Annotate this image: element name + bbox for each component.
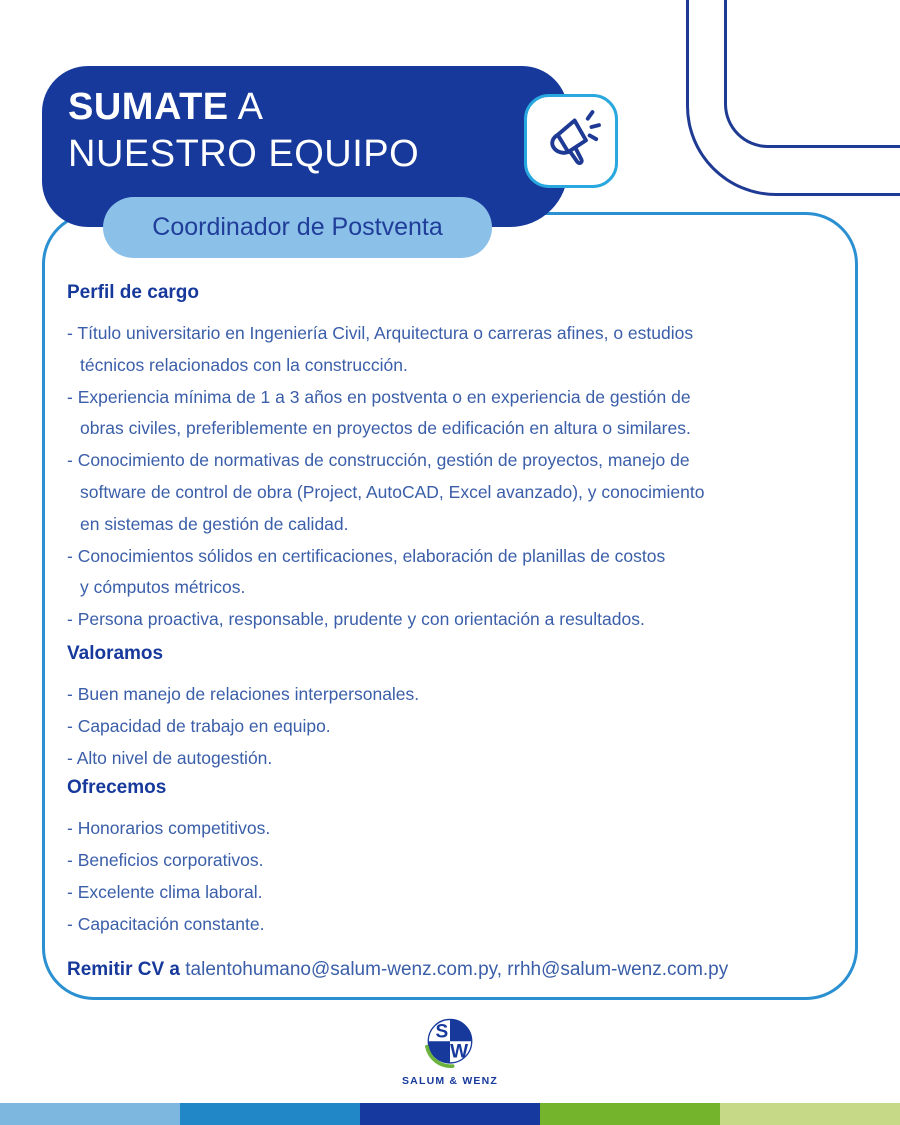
bullet-line: - Beneficios corporativos.: [67, 850, 264, 871]
bullet-line: obras civiles, preferiblemente en proyectos de edificación en altura o similares.: [80, 418, 691, 439]
stripe-segment-green: [540, 1103, 720, 1125]
role-title: Coordinador de Postventa: [152, 213, 443, 241]
footer-color-stripe: [0, 1103, 900, 1125]
bullet-line: - Excelente clima laboral.: [67, 881, 263, 902]
megaphone-icon: [530, 100, 612, 182]
stripe-segment-blue: [180, 1103, 360, 1125]
bullet-line: - Conocimiento de normativas de construcción, gestión de proyectos, manejo de: [67, 450, 690, 471]
content-body: [45, 215, 855, 983]
stripe-segment-navy: [360, 1103, 540, 1125]
svg-text:S: S: [435, 1021, 449, 1043]
megaphone-badge: [524, 94, 618, 188]
stripe-segment-lightgreen: [720, 1103, 900, 1125]
bullet-line: - Experiencia mínima de 1 a 3 años en postventa o en experiencia de gestión de: [67, 386, 691, 407]
section-heading-valoramos: Valoramos: [67, 642, 164, 664]
bullet-line: técnicos relacionados con la construcción.: [80, 354, 408, 375]
bullet-line: - Capacidad de trabajo en equipo.: [67, 715, 331, 736]
title-word-sumate: SUMATE: [68, 86, 229, 128]
bullet-line: y cómputos métricos.: [80, 577, 246, 598]
section-heading-ofrecemos: Ofrecemos: [67, 777, 167, 799]
corner-line-inner: [724, 0, 900, 148]
section-heading-perfil: Perfil de cargo: [67, 282, 199, 303]
bullet-line: - Título universitario en Ingeniería Civil, Arquitectura o carreras afines, o estudios: [67, 323, 694, 343]
role-pill: [103, 197, 492, 258]
salum-wenz-logo-icon: [421, 1014, 479, 1072]
company-logo: [0, 1014, 900, 1087]
title-word-a: A: [237, 86, 264, 128]
bullet-line: - Buen manejo de relaciones interpersonales.: [67, 683, 420, 704]
bullet-line: - Conocimientos sólidos en certificaciones, elaboración de planillas de costos: [67, 545, 666, 566]
cv-label: Remitir CV a: [67, 958, 180, 980]
bullet-line: - Alto nivel de autogestión.: [67, 747, 273, 768]
bullet-line: - Capacitación constante.: [67, 913, 265, 934]
bullet-line: - Honorarios competitivos.: [67, 818, 271, 839]
bullet-line: en sistemas de gestión de calidad.: [80, 513, 349, 534]
company-name: SALUM & WENZ: [401, 1075, 499, 1087]
content-card: [42, 212, 858, 1000]
bullet-line: - Persona proactiva, responsable, prudente y con orientación a resultados.: [67, 609, 645, 630]
cv-emails[interactable]: talentohumano@salum-wenz.com.py, rrhh@salum-wenz.com.py: [185, 958, 729, 980]
title-line-2: NUESTRO EQUIPO: [68, 133, 420, 175]
stripe-segment-lightblue: [0, 1103, 180, 1125]
cv-submission-line: [67, 957, 825, 983]
svg-text:W: W: [450, 1041, 469, 1063]
bullet-line: software de control de obra (Project, AutoCAD, Excel avanzado), y conocimiento: [80, 481, 705, 502]
header-title: [68, 84, 419, 178]
